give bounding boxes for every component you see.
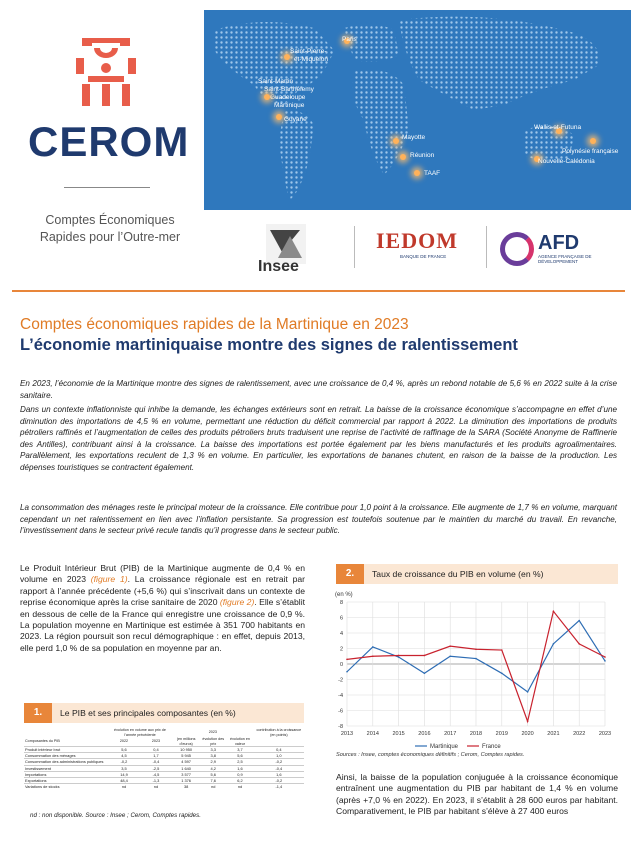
figure-1-title: Le PIB et ses principales composantes (en %) [60, 708, 236, 718]
table-cell: 0,4 [140, 747, 172, 753]
logo-divider [64, 187, 150, 188]
map-dots-grid [204, 10, 631, 210]
table-head-contribution: contribution à la croissance (en points) [256, 728, 302, 737]
chart-xtick-label: 2013 [340, 731, 354, 737]
afd-logo-text: AFD [538, 232, 580, 254]
chart-point [501, 673, 503, 675]
table-cell: 4,2 [200, 765, 226, 771]
table-cell: 1 376 [172, 777, 200, 783]
table-cell: 1,7 [140, 753, 172, 759]
table-cell: -2,5 [140, 765, 172, 771]
gdp-growth-chart [325, 586, 615, 750]
figure-2-link[interactable]: (figure 2) [219, 597, 255, 608]
table-col-2023: 2023 [151, 739, 161, 744]
map-label-paris: Paris [342, 36, 357, 43]
table-cell: 5,6 [226, 753, 253, 759]
figure-1-link[interactable]: (figure 1) [90, 574, 128, 585]
partner-separator [354, 226, 355, 268]
chart-ytick-label: 4 [339, 631, 343, 637]
table-col-prix: évolution des prix [202, 737, 225, 746]
table-cell: -0,2 [254, 759, 304, 765]
table-head-evolution: évolution en volume aux prix de l’année précédente [114, 728, 166, 737]
report-header [0, 0, 637, 290]
table-row-label: Consommation des ménages [24, 753, 108, 759]
table-cell: 38 [172, 784, 200, 790]
body-text: . La croissance régionale est en retrait par rapport à l’année précédente (+5,6 %) qui s’inscrivait dans un contexte de reprise économique après la crise sanitaire de 2020 [20, 574, 306, 608]
chart-point [449, 645, 451, 647]
figure-2-title: Taux de croissance du PIB en volume (en %) [372, 569, 544, 579]
chart-xtick-label: 2018 [469, 731, 483, 737]
table-cell: 6,2 [226, 777, 253, 783]
table-cell: 10 950 [172, 747, 200, 753]
table-cell: nd [200, 784, 226, 790]
tagline-line-1: Comptes Économiques [45, 213, 175, 227]
table-cell: 1,6 [226, 765, 253, 771]
chart-ytick-label: 0 [339, 662, 343, 668]
chart-xtick-label: 2020 [521, 731, 534, 737]
chart-point [398, 655, 400, 657]
figure-2-header [336, 564, 618, 584]
chart-point [346, 671, 348, 673]
chart-point [424, 673, 426, 675]
chart-ytick-label: 8 [339, 600, 343, 606]
table-cell: 4 597 [172, 759, 200, 765]
table-col-meur: (en millions d’euros) [176, 737, 196, 746]
table-cell: 3,8 [200, 753, 226, 759]
map-label-guyane: Guyane [284, 116, 307, 123]
table-cell: nd [226, 784, 253, 790]
chart-point [501, 649, 503, 651]
body-right-paragraph: Ainsi, la baisse de la population conjuguée à la croissance économique entraînent une augmentation du PIB par habitant de 1,4 % en volume (après +7,0 % en 2022). En 2023, il s’établit à 28 600 euros par habitant. Comparativement, le PIB par habitant s’élève à 27 400 euros [336, 772, 618, 817]
chart-point [449, 655, 451, 657]
table-cell: -0,4 [140, 759, 172, 765]
chart-xtick-label: 2014 [366, 731, 379, 737]
body-text: . Elle s’établit en dessous de celle de la France qui enregistre une croissance de 0,9 %. La population moyenne en Martinique est estimée à 351 700 habitants en 2023. La région poursuit son recul démographique : en effet, depuis 2013, elle perd 1,0 % de sa population en moyenne par an. [20, 597, 305, 653]
partner-logos [204, 214, 631, 284]
chart-point [475, 658, 477, 660]
chart-point [553, 611, 555, 613]
chart-ylabel: (en %) [335, 592, 353, 598]
chart-point [346, 659, 348, 661]
figure-1-number: 1. [24, 703, 52, 723]
table-cell: 3,3 [200, 747, 226, 753]
iedom-logo-text: IEDOM [376, 228, 458, 253]
table-cell: 48,4 [108, 777, 140, 783]
chart-point [372, 655, 374, 657]
chart-ytick-label: 2 [339, 646, 343, 653]
afd-logo-subtitle: AGENCE FRANÇAISE DE DÉVELOPPEMENT [538, 254, 592, 264]
map-label-spm-2: et-Miquelon [294, 56, 328, 63]
table-head-2023: 2023 [208, 730, 217, 735]
chart-xtick-label: 2021 [547, 731, 560, 737]
intro-paragraph-1: En 2023, l’économie de la Martinique montre des signes de ralentissement, avec une croissance de 0,4 %, après un rebond notable de 5,6 % en 2022 suite à la crise sanitaire. [20, 379, 617, 400]
table-cell: 3,7 [226, 747, 253, 753]
table-cell: 1,0 [254, 753, 304, 759]
chart-point [527, 691, 529, 693]
body-text: Le Produit Intérieur Brut (PIB) de la Martinique augmente de 0,4 % en volume en 2023 [20, 563, 305, 585]
article-title: Comptes économiques rapides de la Martinique en 2023 [20, 316, 409, 333]
chart-ytick-label: 6 [339, 615, 343, 622]
table-row-label: Importations [24, 771, 108, 777]
table-row-label: Consommation des administrations publiques [24, 759, 108, 765]
table-cell: 0,9 [226, 771, 253, 777]
chart-point [475, 648, 477, 650]
table-cell: -1,3 [140, 777, 172, 783]
header-divider [12, 290, 625, 292]
figure-1-note: nd : non disponible. Source : Insee ; Cerom, Comptes rapides. [30, 812, 201, 819]
figure-1-header [24, 703, 304, 723]
chart-ytick-label: -4 [338, 693, 343, 699]
figure-2-number: 2. [336, 564, 364, 584]
insee-logo-text: Insee [258, 258, 299, 275]
chart-point [578, 620, 580, 622]
table-cell: -0,4 [254, 765, 304, 771]
map-label-reunion: Réunion [410, 152, 435, 159]
afd-logo-icon [500, 232, 534, 266]
table-cell: 2,5 [226, 759, 253, 765]
chart-xtick-label: 2019 [495, 731, 508, 737]
table-cell: nd [108, 784, 140, 790]
chart-point [578, 643, 580, 645]
partner-separator [486, 226, 487, 268]
table-cell: 5,6 [108, 747, 140, 753]
map-label-martinique: Martinique [274, 102, 305, 109]
map-label-wallis: Wallis-et-Futuna [534, 124, 582, 131]
figure-2-source: Sources : Insee, comptes économiques définitifs ; Cerom, Comptes rapides. [336, 752, 525, 758]
chart-xtick-label: 2023 [598, 731, 612, 737]
chart-xtick-label: 2015 [392, 731, 405, 737]
tagline-line-2: Rapides pour l’Outre-mer [39, 230, 181, 244]
table-row-label: Variations de stocks [24, 784, 108, 790]
chart-point [372, 646, 374, 648]
table-cell: 4,5 [108, 753, 140, 759]
chart-legend-label: Martinique [430, 744, 459, 750]
chart-point [604, 656, 606, 658]
table-cell: 14,9 [108, 771, 140, 777]
table-cell: 3 577 [172, 771, 200, 777]
map-label-spm-1: Saint-Pierre- [290, 48, 327, 55]
table-cell: 1 640 [172, 765, 200, 771]
table-cell: nd [140, 784, 172, 790]
chart-point [398, 656, 400, 658]
table-col-label: Composantes du PIB [25, 739, 60, 744]
chart-point [553, 643, 555, 645]
table-cell: 0,4 [254, 747, 304, 753]
cerom-logo-icon [74, 36, 138, 108]
chart-xtick-label: 2017 [444, 731, 457, 737]
chart-ytick-label: -6 [338, 708, 343, 715]
map-label-guadeloupe: Guadeloupe [270, 94, 306, 101]
iedom-logo-subtitle: BANQUE DE FRANCE [400, 254, 447, 259]
table-cell: 3,5 [108, 765, 140, 771]
intro-paragraph-2: Dans un contexte inflationniste qui inhibe la demande, les échanges extérieurs sont en retrait. La baisse de la croissance économique s’accompagne en effet d’une diminution des importations de 4,5 % en volume, permettant une réduction du déficit commercial par rapport à 2022. La diminution des importations de produits pétroliers raffinés et l’augmentation de celles des produits pétroliers bruts traduisent une reprise de l’activité de raffinage de la SARA (Société Anonyme de Raffinerie des Antilles), contribuant ainsi à la croissance. La baisse des importations est portée également par les biens manufacturés et les produits agroalimentaires. Parallèlement, les exportations reculent de 1,3 % en volume. En particulier, les exportations de bananes chutent, en raison de la baisse de la production. Les dépenses touristiques se contractent également. [20, 405, 617, 472]
article-subtitle: L’économie martiniquaise montre des signes de ralentissement [20, 336, 518, 354]
table-cell: 7,6 [200, 777, 226, 783]
table-row [24, 784, 304, 790]
chart-point [527, 721, 529, 723]
table-cell: -4,5 [140, 771, 172, 777]
chart-ytick-label: -8 [338, 724, 343, 730]
table-cell: 5,6 [200, 771, 226, 777]
map-label-saint-barthelemy: Saint-Barthélemy [264, 86, 314, 93]
table-cell: -0,2 [108, 759, 140, 765]
intro-paragraph-3: La consommation des ménages reste le principal moteur de la croissance. Elle contribue pour 1,0 point à la croissance. Elle augmente de 1,7 % en volume, marquant cependant un net ralentissement en lien avec l’inflation persistante. Sa progression est toutefois soutenue par le maintien du marché du travail. En revanche, l’investissement dans le secteur privé recule tandis qu’il progresse dans le secteur public. [20, 503, 617, 535]
map-label-taaf: TAAF [424, 170, 441, 177]
map-label-nouvelle-caledonie: Nouvelle-Calédonia [538, 158, 595, 165]
table-col-valeur: évolution en valeur [230, 737, 250, 746]
table-cell: 1,6 [254, 771, 304, 777]
table-row-label: Investissement [24, 765, 108, 771]
pib-table [24, 728, 304, 790]
map-label-saint-martin: Saint-Martin [258, 78, 294, 85]
map-label-polynesie: Polynésie française [562, 148, 619, 155]
table-row-label: Produit intérieur brut [24, 747, 108, 753]
chart-ytick-label: -2 [338, 677, 343, 684]
table-cell: -0,2 [254, 777, 304, 783]
map-label-mayotte: Mayotte [402, 134, 426, 141]
brand-tagline [30, 212, 190, 246]
chart-point [604, 660, 606, 662]
chart-point [424, 655, 426, 657]
chart-xtick-label: 2016 [418, 731, 431, 737]
table-cell: -1,4 [254, 784, 304, 790]
table-cell: 5 945 [172, 753, 200, 759]
chart-xtick-label: 2022 [573, 731, 586, 737]
table-col-2022: 2022 [119, 739, 129, 744]
body-left-paragraph [20, 563, 305, 654]
table-cell: 2,9 [200, 759, 226, 765]
world-map [204, 10, 631, 210]
brand-name: CEROM [28, 118, 190, 165]
chart-legend-label: France [482, 744, 501, 750]
table-row-label: Exportations [24, 777, 108, 783]
